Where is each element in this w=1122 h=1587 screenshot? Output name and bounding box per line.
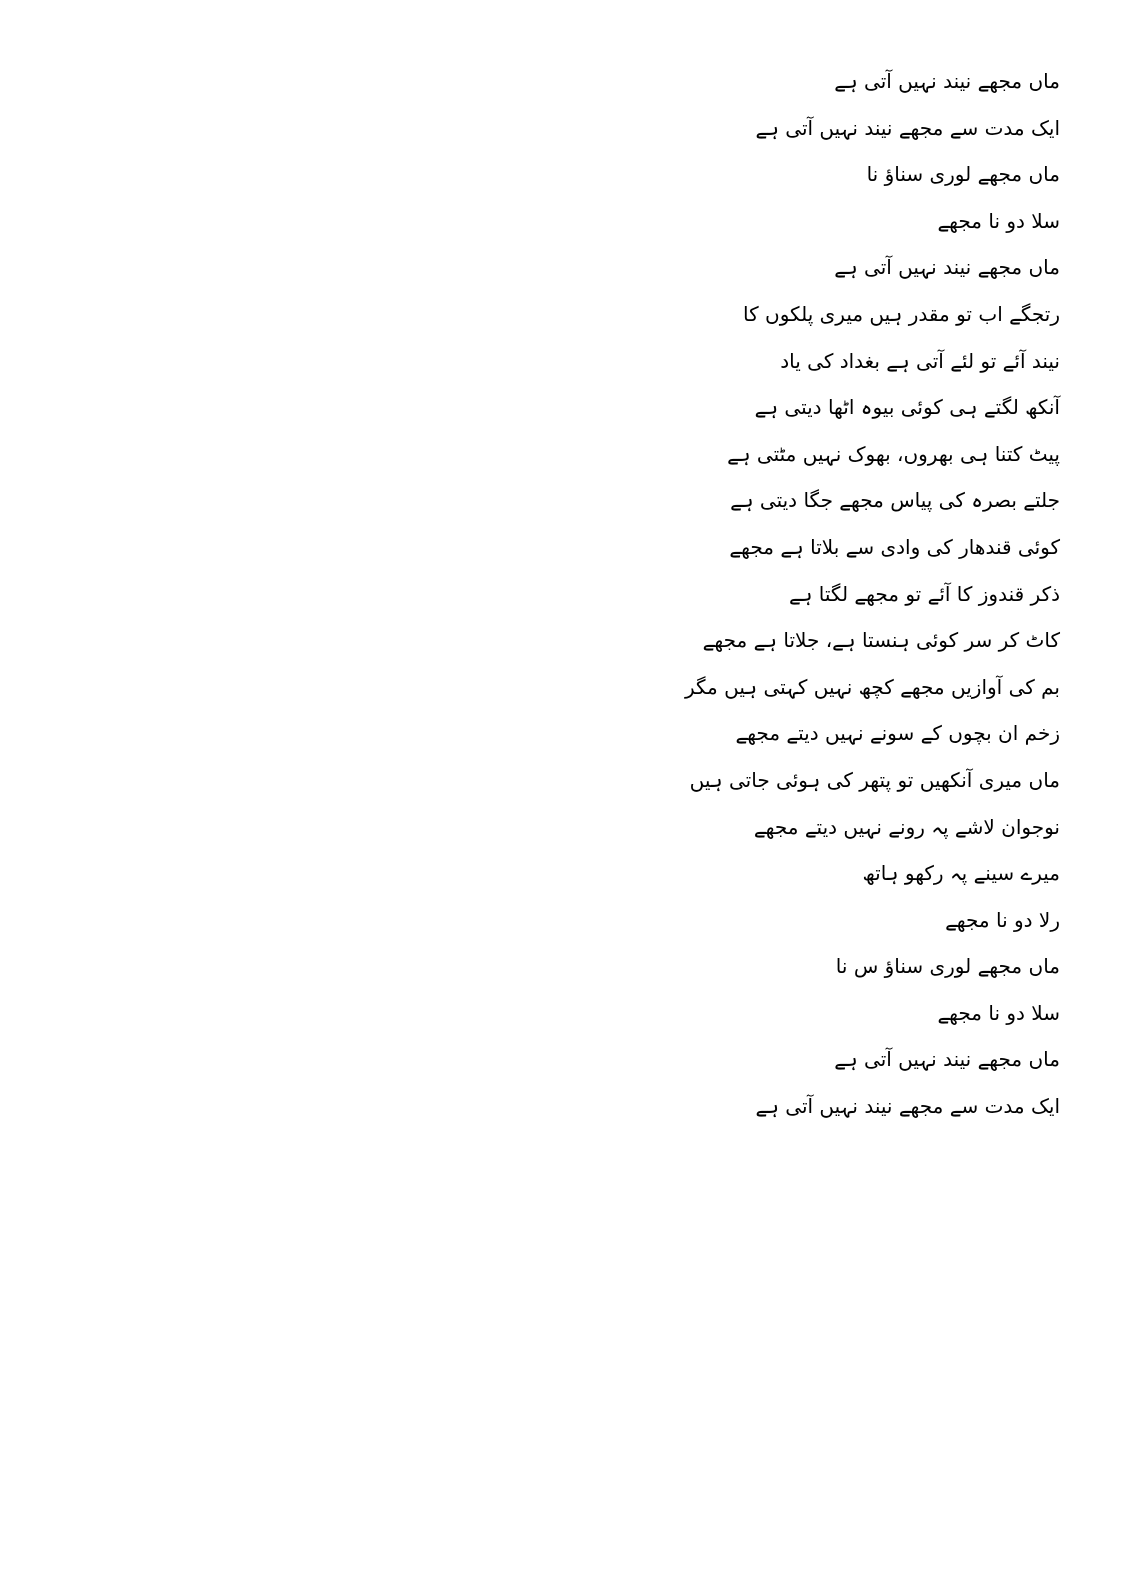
poem-line: ایک مدت سے مجھے نیند نہیں آتی ہے bbox=[755, 1094, 1060, 1119]
poem-line: ماں مجھے لوری سناؤ س نا bbox=[835, 954, 1060, 979]
poem-line: رتجگے اب تو مقدر ہیں میری پلکوں کا bbox=[743, 301, 1060, 326]
poem-body bbox=[684, 58, 1060, 1130]
poem-line: میرے سینے پہ رکھو ہاتھ bbox=[862, 861, 1060, 886]
poem-line: جلتے بصرہ کی پیاس مجھے جگا دیتی ہے bbox=[730, 488, 1060, 513]
poem-line: پیٹ کتنا ہی بھروں، بھوک نہیں مٹتی ہے bbox=[727, 441, 1060, 466]
poem-line: سلا دو نا مجھے bbox=[937, 1000, 1060, 1025]
poem-line: رلا دو نا مجھے bbox=[945, 907, 1060, 932]
poem-line: نیند آئے تو لئے آتی ہے بغداد کی یاد bbox=[780, 348, 1060, 373]
poem-line: ماں میری آنکھیں تو پتھر کی ہوئی جاتی ہیں bbox=[689, 767, 1060, 792]
poem-line: ماں مجھے لوری سناؤ نا bbox=[866, 162, 1060, 187]
poem-line: کاٹ کر سر کوئی ہنستا ہے، جلاتا ہے مجھے bbox=[702, 628, 1060, 653]
poem-line: کوئی قندھار کی وادی سے بلاتا ہے مجھے bbox=[729, 534, 1060, 559]
poem-line: آنکھ لگتے ہی کوئی بیوہ اٹھا دیتی ہے bbox=[754, 395, 1060, 420]
poem-line: زخم ان بچوں کے سونے نہیں دیتے مجھے bbox=[735, 721, 1060, 746]
poem-line: ذکر قندوز کا آئے تو مجھے لگتا ہے bbox=[789, 581, 1060, 606]
poem-line: ایک مدت سے مجھے نیند نہیں آتی ہے bbox=[755, 115, 1060, 140]
poem-line: نوجوان لاشے پہ رونے نہیں دیتے مجھے bbox=[753, 814, 1060, 839]
poem-line: سلا دو نا مجھے bbox=[937, 208, 1060, 233]
poem-line: ماں مجھے نیند نہیں آتی ہے bbox=[834, 69, 1060, 93]
poem-line: بم کی آوازیں مجھے کچھ نہیں کہتی ہیں مگر bbox=[684, 674, 1060, 699]
poem-line: ماں مجھے نیند نہیں آتی ہے bbox=[834, 255, 1060, 280]
poem-line: ماں مجھے نیند نہیں آتی ہے bbox=[834, 1047, 1060, 1072]
